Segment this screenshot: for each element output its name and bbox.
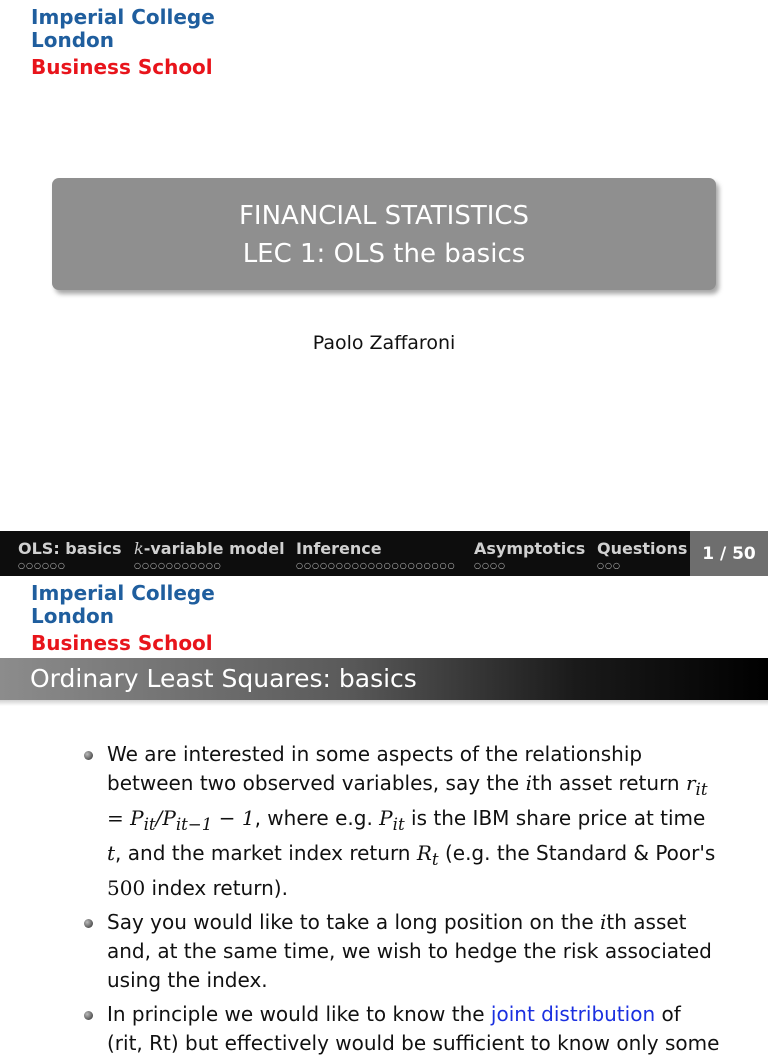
math-sub: it [392,815,405,834]
bullet-text: (e.g. the Standard & Poor's [438,841,716,865]
math-p-it [379,806,405,834]
author-name: Paolo Zaffaroni [312,332,456,354]
math-sub: t [431,850,439,869]
bullet-item-long-position [84,908,724,995]
bullet-text: index return). [145,876,288,900]
nav-section-label: OLS: basics [18,539,122,558]
logo-line-2: London [31,28,115,52]
nav-section-label: Asymptotics [474,539,586,558]
math-r: r [685,771,696,795]
frame-title-bar [0,658,768,700]
logo-line-2: London [31,604,115,628]
content-slide [0,576,768,1055]
bullet-text: th asset return [531,771,686,795]
nav-progress-dots: ○○○○○○○○○○○ [134,561,222,570]
bullet-text: Say you would like to take a long position on the [107,910,600,934]
imperial-logo [31,582,215,655]
math-sub: it [695,780,708,799]
nav-progress-dots: ○○○○○○○○○○○○○○○○○○○○ [296,561,456,570]
frame-title: Ordinary Least Squares: basics [30,664,417,693]
bullet-text: , where e.g. [254,806,380,830]
logo-line-1: Imperial College [31,5,215,29]
nav-section-ols-basics[interactable] [18,539,122,570]
nav-k-symbol: k [134,539,144,558]
bullet-item-joint-distribution [84,1000,724,1058]
nav-section-label [134,539,285,559]
math-i: i [525,771,532,795]
bullet-icon [84,751,93,760]
frame-title-shadow [0,700,768,706]
nav-section-questions[interactable] [597,539,687,570]
bullet-text: , and the market index return [115,841,417,865]
logo-line-3: Business School [31,631,213,655]
bullet-text: is the IBM share price at time [404,806,706,830]
bullet-text-cut: (rit, Rt) but effectively would be sufficient to know only some [107,1031,720,1055]
bullet-item-relationship [84,740,724,903]
nav-progress-dots: ○○○○ [474,561,506,570]
nav-progress-dots: ○○○○○○ [18,561,66,570]
bullet-text: In principle we would like to know the [107,1002,491,1026]
bullet-icon [84,919,93,928]
math-sub: it−1 [175,815,213,834]
lecture-title: LEC 1: OLS the basics [242,239,526,269]
nav-section-label-text: -variable model [143,539,285,558]
course-title: FINANCIAL STATISTICS [238,201,530,231]
bullet-icon [84,1011,93,1020]
math-r-t [416,841,439,869]
bullet-list [84,740,724,1063]
bullet-text: We are interested in some aspects of the relationship between two observed variables, say the [107,742,643,795]
nav-section-k-variable-model[interactable] [134,539,285,570]
math-minus-one: − 1 [212,806,255,830]
math-i: i [600,910,607,934]
section-navigation-bar [0,531,768,576]
imperial-logo [31,6,215,79]
math-R: R [416,841,432,865]
nav-section-asymptotics[interactable] [474,539,585,570]
nav-progress-dots: ○○○ [597,561,621,570]
bullet-text: th asset and, at the same time, we wish to hedge the risk associated using the index. [107,910,712,992]
joint-distribution-link[interactable]: joint distribution [490,1002,656,1026]
nav-section-inference[interactable] [296,539,456,570]
math-p: P [379,806,393,830]
logo-line-3: Business School [31,55,213,79]
logo-line-1: Imperial College [31,581,215,605]
bullet-text: of [655,1002,681,1026]
math-t: t [107,841,116,865]
math-eq-p: = P [107,806,144,830]
math-500: 500 [107,876,146,900]
nav-section-label: Inference [296,539,382,558]
nav-section-label: Questions [597,539,688,558]
math-div-p: /P [155,806,176,830]
title-box [52,178,716,290]
math-sub: it [143,815,156,834]
page-number: 1 / 50 [690,531,768,576]
